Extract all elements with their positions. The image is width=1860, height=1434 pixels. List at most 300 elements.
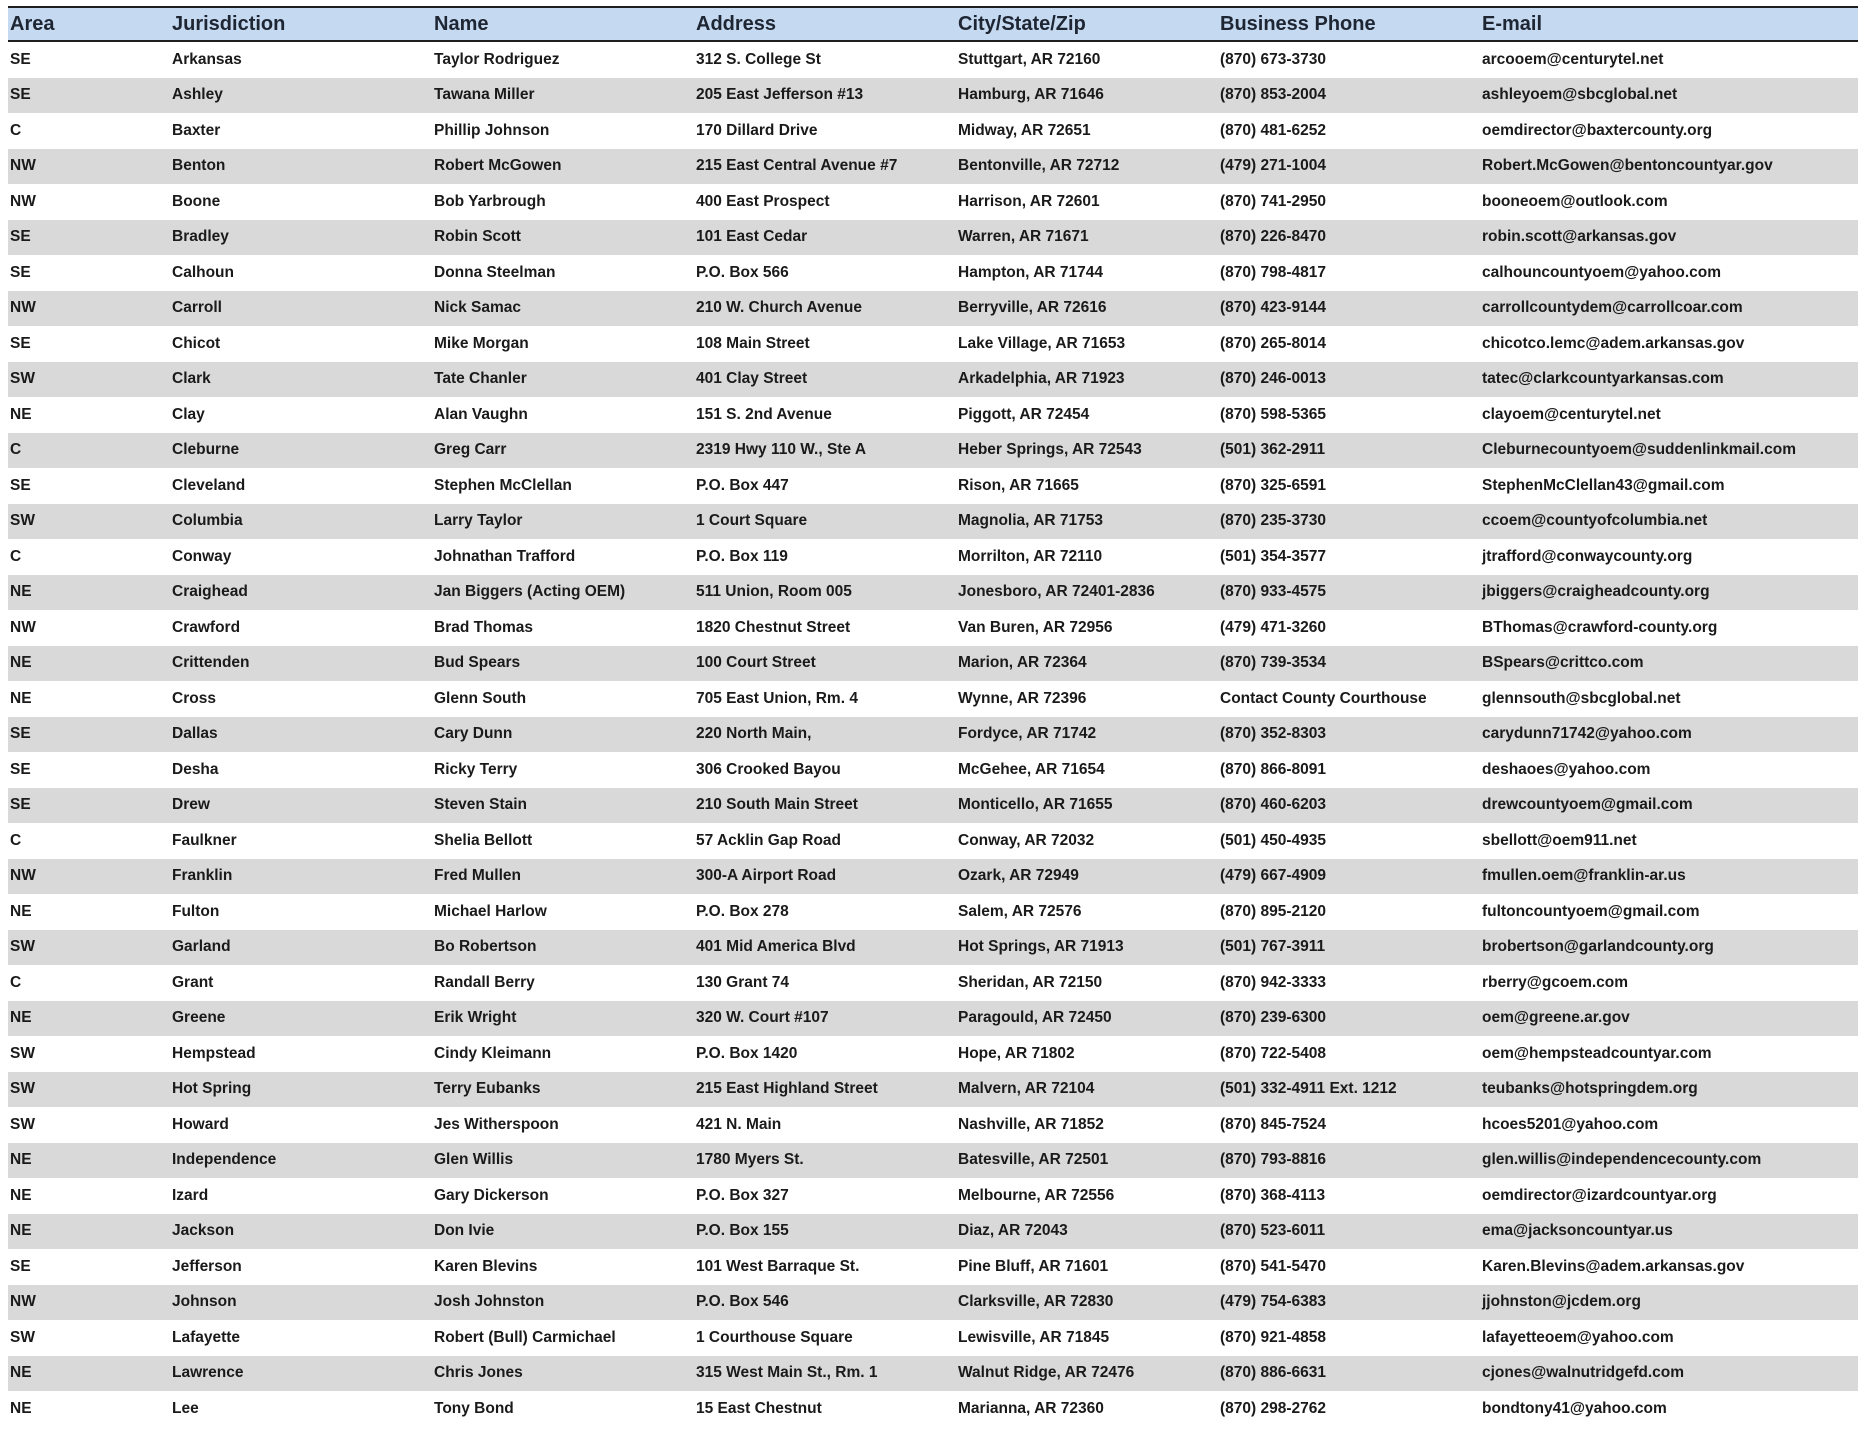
cell-email: oem@greene.ar.gov	[1482, 1009, 1630, 1027]
cell-area: NE	[10, 1186, 32, 1204]
cell-name: Tony Bond	[434, 1399, 514, 1417]
cell-address: 1 Court Square	[696, 512, 808, 530]
cell-city-state-zip: Melbourne, AR 72556	[958, 1186, 1115, 1204]
cell-email: ccoem@countyofcolumbia.net	[1482, 512, 1708, 530]
table-row	[8, 1320, 1858, 1356]
cell-city-state-zip: Batesville, AR 72501	[958, 1151, 1109, 1169]
cell-address: 421 N. Main	[696, 1115, 782, 1133]
table-row	[8, 468, 1858, 504]
cell-city-state-zip: Hampton, AR 71744	[958, 263, 1103, 281]
cell-city-state-zip: Morrilton, AR 72110	[958, 547, 1103, 565]
cell-city-state-zip: Harrison, AR 72601	[958, 192, 1100, 210]
table-row	[8, 1001, 1858, 1037]
cell-city-state-zip: Ozark, AR 72949	[958, 867, 1079, 885]
cell-area: SE	[10, 228, 31, 246]
cell-address: 300-A Airport Road	[696, 867, 837, 885]
header-area: Area	[10, 12, 55, 35]
cell-business-phone: (870) 921-4858	[1220, 1328, 1326, 1346]
cell-business-phone: (870) 933-4575	[1220, 583, 1326, 601]
cell-address: 57 Acklin Gap Road	[696, 831, 841, 849]
cell-name: Stephen McClellan	[434, 476, 572, 494]
table-row	[8, 1214, 1858, 1250]
header-business-phone: Business Phone	[1220, 12, 1376, 35]
cell-email: hcoes5201@yahoo.com	[1482, 1115, 1659, 1133]
table-row	[8, 149, 1858, 185]
table-row	[8, 113, 1858, 149]
cell-name: Cary Dunn	[434, 725, 513, 743]
table-row	[8, 1249, 1858, 1285]
cell-address: 170 Dillard Drive	[696, 121, 818, 139]
cell-area: NE	[10, 1009, 32, 1027]
table-row	[8, 859, 1858, 895]
cell-jurisdiction: Drew	[172, 796, 210, 814]
cell-jurisdiction: Grant	[172, 973, 214, 991]
cell-business-phone: (870) 673-3730	[1220, 50, 1326, 68]
cell-business-phone: (501) 450-4935	[1220, 831, 1326, 849]
cell-name: Robin Scott	[434, 228, 521, 246]
cell-area: NW	[10, 192, 36, 210]
cell-name: Bob Yarbrough	[434, 192, 546, 210]
cell-area: NE	[10, 405, 32, 423]
cell-city-state-zip: Hot Springs, AR 71913	[958, 938, 1124, 956]
cell-area: C	[10, 831, 22, 849]
cell-name: Phillip Johnson	[434, 121, 550, 139]
cell-address: 1780 Myers St.	[696, 1151, 804, 1169]
table-body	[8, 42, 1858, 1427]
cell-jurisdiction: Garland	[172, 938, 231, 956]
cell-area: NE	[10, 1399, 32, 1417]
cell-city-state-zip: Marion, AR 72364	[958, 654, 1087, 672]
table-row	[8, 78, 1858, 114]
cell-area: SE	[10, 760, 31, 778]
cell-email: lafayetteoem@yahoo.com	[1482, 1328, 1674, 1346]
cell-area: SW	[10, 1115, 35, 1133]
cell-email: sbellott@oem911.net	[1482, 831, 1637, 849]
table-row	[8, 1143, 1858, 1179]
cell-name: Alan Vaughn	[434, 405, 528, 423]
cell-city-state-zip: Wynne, AR 72396	[958, 689, 1087, 707]
cell-jurisdiction: Columbia	[172, 512, 243, 530]
cell-jurisdiction: Johnson	[172, 1293, 237, 1311]
table-row	[8, 1391, 1858, 1427]
cell-email: ema@jacksoncountyar.us	[1482, 1222, 1673, 1240]
cell-email: booneoem@outlook.com	[1482, 192, 1668, 210]
cell-area: SW	[10, 1328, 35, 1346]
cell-city-state-zip: Hamburg, AR 71646	[958, 86, 1104, 104]
cell-name: Karen Blevins	[434, 1257, 538, 1275]
cell-jurisdiction: Bradley	[172, 228, 229, 246]
cell-name: Jes Witherspoon	[434, 1115, 559, 1133]
cell-jurisdiction: Benton	[172, 157, 226, 175]
cell-business-phone: (479) 471-3260	[1220, 618, 1326, 636]
cell-email: jbiggers@craigheadcounty.org	[1482, 583, 1710, 601]
cell-business-phone: (870) 235-3730	[1220, 512, 1326, 530]
cell-email: Robert.McGowen@bentoncountyar.gov	[1482, 157, 1773, 175]
cell-jurisdiction: Lafayette	[172, 1328, 241, 1346]
cell-city-state-zip: Hope, AR 71802	[958, 1044, 1075, 1062]
cell-business-phone: (501) 354-3577	[1220, 547, 1326, 565]
cell-name: Taylor Rodriguez	[434, 50, 560, 68]
cell-business-phone: (870) 298-2762	[1220, 1399, 1326, 1417]
cell-city-state-zip: Rison, AR 71665	[958, 476, 1079, 494]
cell-email: tatec@clarkcountyarkansas.com	[1482, 370, 1724, 388]
cell-area: SE	[10, 796, 31, 814]
cell-address: 401 Mid America Blvd	[696, 938, 856, 956]
cell-area: SW	[10, 1044, 35, 1062]
table-row	[8, 965, 1858, 1001]
cell-name: Mike Morgan	[434, 334, 529, 352]
cell-address: 401 Clay Street	[696, 370, 808, 388]
cell-name: Don Ivie	[434, 1222, 495, 1240]
cell-email: clayoem@centurytel.net	[1482, 405, 1661, 423]
cell-jurisdiction: Hot Spring	[172, 1080, 252, 1098]
cell-area: NE	[10, 583, 32, 601]
cell-address: 215 East Central Avenue #7	[696, 157, 898, 175]
cell-address: 220 North Main,	[696, 725, 812, 743]
cell-business-phone: (870) 853-2004	[1220, 86, 1326, 104]
table-row	[8, 717, 1858, 753]
table-row	[8, 1178, 1858, 1214]
cell-name: Ricky Terry	[434, 760, 518, 778]
cell-name: Chris Jones	[434, 1364, 523, 1382]
header-email: E-mail	[1482, 12, 1543, 35]
cell-address: P.O. Box 119	[696, 547, 788, 565]
cell-name: Tate Chanler	[434, 370, 527, 388]
cell-address: P.O. Box 327	[696, 1186, 789, 1204]
cell-jurisdiction: Ashley	[172, 86, 223, 104]
cell-name: Robert McGowen	[434, 157, 562, 175]
cell-email: jtrafford@conwaycounty.org	[1482, 547, 1693, 565]
cell-business-phone: (870) 368-4113	[1220, 1186, 1326, 1204]
cell-city-state-zip: Jonesboro, AR 72401-2836	[958, 583, 1155, 601]
cell-address: 705 East Union, Rm. 4	[696, 689, 858, 707]
cell-email: fmullen.oem@franklin-ar.us	[1482, 867, 1686, 885]
cell-city-state-zip: Pine Bluff, AR 71601	[958, 1257, 1109, 1275]
table-row	[8, 1072, 1858, 1108]
cell-email: jjohnston@jcdem.org	[1482, 1293, 1641, 1311]
cell-area: C	[10, 121, 22, 139]
cell-name: Bud Spears	[434, 654, 521, 672]
cell-business-phone: (870) 866-8091	[1220, 760, 1326, 778]
cell-area: NE	[10, 689, 32, 707]
table-row	[8, 1285, 1858, 1321]
table-row	[8, 291, 1858, 327]
cell-city-state-zip: Arkadelphia, AR 71923	[958, 370, 1125, 388]
cell-jurisdiction: Franklin	[172, 867, 233, 885]
cell-jurisdiction: Arkansas	[172, 50, 242, 68]
cell-name: Michael Harlow	[434, 902, 547, 920]
cell-email: fultoncountyoem@gmail.com	[1482, 902, 1700, 920]
cell-email: calhouncountyoem@yahoo.com	[1482, 263, 1722, 281]
table-row	[8, 433, 1858, 469]
cell-business-phone: (870) 895-2120	[1220, 902, 1326, 920]
cell-city-state-zip: Magnolia, AR 71753	[958, 512, 1104, 530]
cell-city-state-zip: Malvern, AR 72104	[958, 1080, 1095, 1098]
cell-address: 1 Courthouse Square	[696, 1328, 853, 1346]
cell-business-phone: (870) 423-9144	[1220, 299, 1326, 317]
cell-business-phone: (870) 325-6591	[1220, 476, 1326, 494]
cell-name: Tawana Miller	[434, 86, 535, 104]
cell-business-phone: (870) 845-7524	[1220, 1115, 1326, 1133]
table-row	[8, 610, 1858, 646]
cell-jurisdiction: Lee	[172, 1399, 199, 1417]
cell-email: chicotco.lemc@adem.arkansas.gov	[1482, 334, 1745, 352]
table-header	[8, 6, 1858, 42]
table-row	[8, 752, 1858, 788]
cell-business-phone: (870) 352-8303	[1220, 725, 1326, 743]
cell-city-state-zip: Heber Springs, AR 72543	[958, 441, 1142, 459]
cell-city-state-zip: Lake Village, AR 71653	[958, 334, 1126, 352]
cell-business-phone: (870) 226-8470	[1220, 228, 1326, 246]
table-row	[8, 1356, 1858, 1392]
cell-jurisdiction: Fulton	[172, 902, 220, 920]
cell-business-phone: (870) 793-8816	[1220, 1151, 1326, 1169]
cell-jurisdiction: Carroll	[172, 299, 222, 317]
table-row	[8, 1036, 1858, 1072]
cell-city-state-zip: Paragould, AR 72450	[958, 1009, 1112, 1027]
cell-jurisdiction: Howard	[172, 1115, 229, 1133]
cell-area: SE	[10, 334, 31, 352]
cell-business-phone: (870) 460-6203	[1220, 796, 1326, 814]
cell-city-state-zip: McGehee, AR 71654	[958, 760, 1105, 778]
cell-email: oemdirector@baxtercounty.org	[1482, 121, 1713, 139]
cell-city-state-zip: Nashville, AR 71852	[958, 1115, 1104, 1133]
cell-area: NW	[10, 618, 36, 636]
cell-business-phone: (870) 239-6300	[1220, 1009, 1326, 1027]
cell-address: 108 Main Street	[696, 334, 810, 352]
table-row	[8, 539, 1858, 575]
cell-address: 315 West Main St., Rm. 1	[696, 1364, 878, 1382]
cell-name: Shelia Bellott	[434, 831, 533, 849]
cell-area: SW	[10, 370, 35, 388]
cell-jurisdiction: Crittenden	[172, 654, 250, 672]
cell-email: oemdirector@izardcountyar.org	[1482, 1186, 1717, 1204]
cell-jurisdiction: Jefferson	[172, 1257, 242, 1275]
cell-name: Brad Thomas	[434, 618, 534, 636]
table-row	[8, 255, 1858, 291]
cell-business-phone: (870) 722-5408	[1220, 1044, 1326, 1062]
cell-address: P.O. Box 447	[696, 476, 789, 494]
cell-email: robin.scott@arkansas.gov	[1482, 228, 1677, 246]
cell-jurisdiction: Dallas	[172, 725, 218, 743]
cell-business-phone: (479) 667-4909	[1220, 867, 1326, 885]
cell-jurisdiction: Clay	[172, 405, 205, 423]
cell-business-phone: Contact County Courthouse	[1220, 689, 1427, 707]
cell-business-phone: (870) 598-5365	[1220, 405, 1326, 423]
cell-name: Steven Stain	[434, 796, 528, 814]
table-row	[8, 575, 1858, 611]
cell-email: StephenMcClellan43@gmail.com	[1482, 476, 1725, 494]
cell-jurisdiction: Independence	[172, 1151, 277, 1169]
cell-jurisdiction: Baxter	[172, 121, 221, 139]
cell-business-phone: (501) 362-2911	[1220, 441, 1326, 459]
cell-email: rberry@gcoem.com	[1482, 973, 1629, 991]
cell-business-phone: (870) 246-0013	[1220, 370, 1326, 388]
cell-city-state-zip: Stuttgart, AR 72160	[958, 50, 1101, 68]
cell-city-state-zip: Conway, AR 72032	[958, 831, 1095, 849]
cell-city-state-zip: Warren, AR 71671	[958, 228, 1089, 246]
cell-address: 312 S. College St	[696, 50, 821, 68]
header-name: Name	[434, 12, 489, 35]
cell-email: glennsouth@sbcglobal.net	[1482, 689, 1681, 707]
table-row	[8, 504, 1858, 540]
cell-area: NE	[10, 1222, 32, 1240]
cell-city-state-zip: Clarksville, AR 72830	[958, 1293, 1114, 1311]
cell-jurisdiction: Cleveland	[172, 476, 246, 494]
cell-address: 100 Court Street	[696, 654, 816, 672]
cell-email: bondtony41@yahoo.com	[1482, 1399, 1667, 1417]
cell-business-phone: (870) 886-6631	[1220, 1364, 1326, 1382]
cell-area: C	[10, 973, 22, 991]
cell-name: Nick Samac	[434, 299, 522, 317]
cell-address: 130 Grant 74	[696, 973, 790, 991]
cell-email: carrollcountydem@carrollcoar.com	[1482, 299, 1743, 317]
cell-jurisdiction: Greene	[172, 1009, 226, 1027]
cell-email: oem@hempsteadcountyar.com	[1482, 1044, 1712, 1062]
cell-name: Jan Biggers (Acting OEM)	[434, 583, 626, 601]
contact-table	[8, 6, 1858, 1427]
cell-email: brobertson@garlandcounty.org	[1482, 938, 1714, 956]
cell-business-phone: (870) 798-4817	[1220, 263, 1326, 281]
cell-name: Johnathan Trafford	[434, 547, 576, 565]
cell-area: SE	[10, 50, 31, 68]
cell-city-state-zip: Fordyce, AR 71742	[958, 725, 1097, 743]
cell-name: Glenn South	[434, 689, 527, 707]
cell-email: teubanks@hotspringdem.org	[1482, 1080, 1698, 1098]
cell-address: 511 Union, Room 005	[696, 583, 852, 601]
cell-business-phone: (501) 767-3911	[1220, 938, 1326, 956]
table-row	[8, 646, 1858, 682]
cell-email: glen.willis@independencecounty.com	[1482, 1151, 1762, 1169]
table-row	[8, 1107, 1858, 1143]
table-row	[8, 220, 1858, 256]
cell-address: 15 East Chestnut	[696, 1399, 822, 1417]
cell-area: SE	[10, 476, 31, 494]
cell-address: 101 West Barraque St.	[696, 1257, 860, 1275]
cell-city-state-zip: Piggott, AR 72454	[958, 405, 1090, 423]
cell-name: Gary Dickerson	[434, 1186, 549, 1204]
cell-address: 151 S. 2nd Avenue	[696, 405, 832, 423]
cell-city-state-zip: Berryville, AR 72616	[958, 299, 1107, 317]
cell-email: cjones@walnutridgefd.com	[1482, 1364, 1684, 1382]
cell-area: NW	[10, 157, 36, 175]
cell-email: Cleburnecountyoem@suddenlinkmail.com	[1482, 441, 1796, 459]
cell-name: Bo Robertson	[434, 938, 537, 956]
cell-jurisdiction: Crawford	[172, 618, 241, 636]
cell-name: Fred Mullen	[434, 867, 521, 885]
table-row	[8, 823, 1858, 859]
table-row	[8, 326, 1858, 362]
cell-jurisdiction: Cleburne	[172, 441, 240, 459]
cell-business-phone: (870) 739-3534	[1220, 654, 1326, 672]
cell-name: Larry Taylor	[434, 512, 523, 530]
cell-address: P.O. Box 1420	[696, 1044, 798, 1062]
cell-address: P.O. Box 278	[696, 902, 789, 920]
cell-area: SE	[10, 725, 31, 743]
cell-city-state-zip: Diaz, AR 72043	[958, 1222, 1068, 1240]
cell-area: NE	[10, 1151, 32, 1169]
cell-address: 210 South Main Street	[696, 796, 858, 814]
cell-city-state-zip: Van Buren, AR 72956	[958, 618, 1113, 636]
table-row	[8, 184, 1858, 220]
cell-area: SE	[10, 86, 31, 104]
cell-city-state-zip: Midway, AR 72651	[958, 121, 1091, 139]
cell-area: NW	[10, 1293, 36, 1311]
cell-jurisdiction: Hempstead	[172, 1044, 256, 1062]
cell-email: BThomas@crawford-county.org	[1482, 618, 1718, 636]
cell-name: Josh Johnston	[434, 1293, 545, 1311]
cell-address: 210 W. Church Avenue	[696, 299, 862, 317]
cell-jurisdiction: Chicot	[172, 334, 221, 352]
cell-city-state-zip: Sheridan, AR 72150	[958, 973, 1103, 991]
cell-area: SE	[10, 1257, 31, 1275]
table-row	[8, 397, 1858, 433]
header-city-state-zip: City/State/Zip	[958, 12, 1086, 35]
cell-email: BSpears@crittco.com	[1482, 654, 1644, 672]
cell-business-phone: (870) 481-6252	[1220, 121, 1326, 139]
cell-jurisdiction: Lawrence	[172, 1364, 244, 1382]
cell-business-phone: (870) 265-8014	[1220, 334, 1326, 352]
cell-address: P.O. Box 546	[696, 1293, 789, 1311]
cell-address: 320 W. Court #107	[696, 1009, 829, 1027]
cell-city-state-zip: Lewisville, AR 71845	[958, 1328, 1110, 1346]
cell-address: 1820 Chestnut Street	[696, 618, 851, 636]
cell-business-phone: (479) 271-1004	[1220, 157, 1326, 175]
cell-name: Terry Eubanks	[434, 1080, 541, 1098]
cell-city-state-zip: Salem, AR 72576	[958, 902, 1082, 920]
cell-address: P.O. Box 155	[696, 1222, 789, 1240]
cell-address: 306 Crooked Bayou	[696, 760, 841, 778]
cell-area: NW	[10, 299, 36, 317]
header-jurisdiction: Jurisdiction	[172, 12, 286, 35]
cell-area: C	[10, 547, 22, 565]
table-row	[8, 930, 1858, 966]
cell-jurisdiction: Clark	[172, 370, 211, 388]
cell-area: C	[10, 441, 22, 459]
table-row	[8, 362, 1858, 398]
cell-area: SW	[10, 512, 35, 530]
table-row	[8, 894, 1858, 930]
cell-city-state-zip: Monticello, AR 71655	[958, 796, 1113, 814]
cell-address: 205 East Jefferson #13	[696, 86, 864, 104]
cell-business-phone: (870) 523-6011	[1220, 1222, 1326, 1240]
cell-business-phone: (479) 754-6383	[1220, 1293, 1326, 1311]
cell-city-state-zip: Bentonville, AR 72712	[958, 157, 1120, 175]
cell-jurisdiction: Faulkner	[172, 831, 237, 849]
cell-area: NE	[10, 902, 32, 920]
cell-address: 400 East Prospect	[696, 192, 830, 210]
cell-jurisdiction: Conway	[172, 547, 232, 565]
cell-email: ashleyoem@sbcglobal.net	[1482, 86, 1678, 104]
cell-name: Randall Berry	[434, 973, 535, 991]
cell-business-phone: (870) 942-3333	[1220, 973, 1326, 991]
cell-jurisdiction: Cross	[172, 689, 216, 707]
cell-email: Karen.Blevins@adem.arkansas.gov	[1482, 1257, 1745, 1275]
cell-business-phone: (870) 741-2950	[1220, 192, 1326, 210]
cell-jurisdiction: Jackson	[172, 1222, 235, 1240]
cell-name: Glen Willis	[434, 1151, 514, 1169]
cell-email: drewcountyoem@gmail.com	[1482, 796, 1693, 814]
cell-jurisdiction: Izard	[172, 1186, 209, 1204]
cell-city-state-zip: Walnut Ridge, AR 72476	[958, 1364, 1135, 1382]
cell-name: Greg Carr	[434, 441, 507, 459]
cell-area: SW	[10, 1080, 35, 1098]
cell-jurisdiction: Boone	[172, 192, 221, 210]
cell-business-phone: (870) 541-5470	[1220, 1257, 1326, 1275]
cell-email: arcooem@centurytel.net	[1482, 50, 1664, 68]
table-row	[8, 681, 1858, 717]
cell-address: 2319 Hwy 110 W., Ste A	[696, 441, 867, 459]
